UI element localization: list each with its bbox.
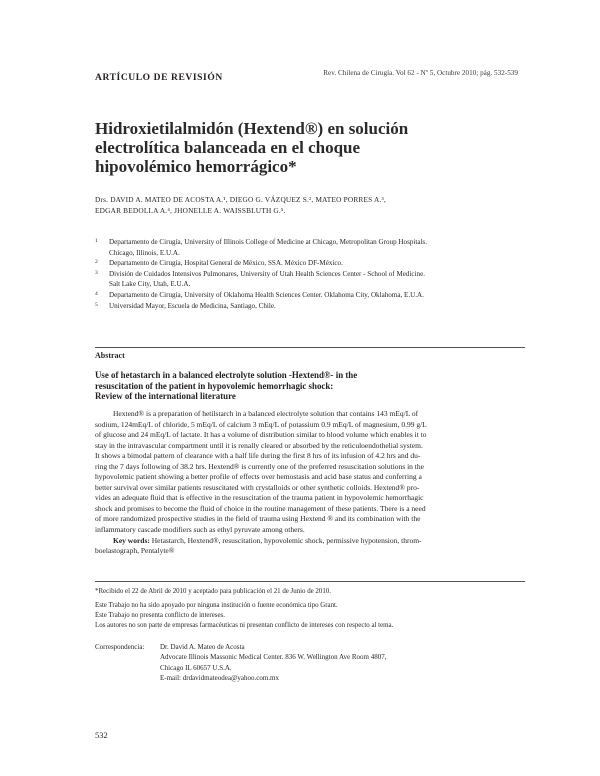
abstract-line: hypovolemic patient showing a better profile of effects over hemostasis and acid base status and conferring a xyxy=(95,472,422,482)
affiliations xyxy=(95,237,535,311)
abstract-line: of glucose and 24 mEq/L of lactate. It has a volume of distribution similar to blood volume which enables it to xyxy=(95,430,427,440)
english-title-line: Review of the international literature xyxy=(95,391,236,402)
english-title-line: resuscitation of the patient in hypovolemic hemorrhagic shock: xyxy=(95,380,334,391)
affiliation-line: Departamento de Cirugía, University of Oklahoma Health Sciences Center. Oklahoma City, Oklahoma, E.U.A. xyxy=(109,290,424,299)
author-list xyxy=(95,194,535,216)
footnote-line: Este Trabajo no presenta conflicto de intereses. xyxy=(95,612,225,619)
abstract-line: sodium, 124mEq/L of chloride, 5 mEq/L of calcium 3 mEq/L of potassium 0.9 mEq/L of magnesium, 0.99 g/L xyxy=(95,419,427,429)
affiliation-number: 2 xyxy=(95,259,98,266)
affiliation-4 xyxy=(95,290,535,301)
affiliation-line: División de Cuidados Intensivos Pulmonares, University of Utah Health Sciences Center - School of Medicine. xyxy=(109,269,426,278)
affiliation-number: 4 xyxy=(95,290,98,297)
abstract-line: vides an adequate fluid that is effective in the resuscitation of the trauma patient in hypovolemic hemorrhagic xyxy=(95,493,424,503)
footnote-line: Este Trabajo no ha sido apoyado por ninguna institución o fuente económica tipo Grant. xyxy=(95,602,338,609)
keywords-line xyxy=(95,536,513,547)
abstract-line: stay in the intravascular compartment until it is renally cleared or absorbed by the reticuloendothelial system. xyxy=(95,440,423,450)
footnotes xyxy=(95,587,525,631)
article-title xyxy=(95,119,455,176)
correspondence-line: Advocate Illinois Massonic Medical Center. 836 W. Wellington Ave Room 4807, xyxy=(160,653,387,662)
correspondence-email[interactable]: E-mail: drdavidmateodea@yahoo.com.mx xyxy=(160,673,279,682)
correspondence xyxy=(95,642,525,687)
abstract-line: It shows a bimodal pattern of clearance with a half life during the first 8 hrs of its infusion of 4.2 hrs and du- xyxy=(95,451,421,461)
affiliation-line: Departamento de Cirugía, Hospital General de México, SSA. México DF-México. xyxy=(109,259,343,268)
divider xyxy=(95,347,525,348)
abstract-line: inflammatory cascade modifiers such as ethyl pyruvate among others. xyxy=(95,525,305,535)
abstract-body xyxy=(95,409,513,557)
keywords-line: boelastograph, Pentalyte® xyxy=(95,546,175,556)
divider xyxy=(95,581,525,582)
received-note: *Recibido el 22 de Abril de 2010 y aceptado para publicación el 21 de Junio de 2010. xyxy=(95,588,331,595)
affiliation-5 xyxy=(95,301,535,312)
keywords-label: Key words: xyxy=(113,535,150,545)
affiliation-2 xyxy=(95,258,535,269)
correspondence-line: Chicago IL 60657 U.S.A. xyxy=(160,663,232,672)
correspondence-line: Dr. David A. Mateo de Acosta xyxy=(160,643,245,651)
abstract-heading: Abstract xyxy=(95,351,125,360)
author-line: Drs. DAVID A. MATEO DE ACOSTA A.¹, DIEGO G. VÁZQUEZ S.², MATEO PORRES A.³, xyxy=(95,195,386,204)
affiliation-1 xyxy=(95,237,535,258)
affiliation-number: 3 xyxy=(95,269,98,276)
page-number: 532 xyxy=(95,730,108,740)
affiliation-line: Departamento de Cirugía, University of Illinois College of Medicine at Chicago, Metropolitan Group Hospitals. xyxy=(109,238,427,246)
english-title-line: Use of hetastarch in a balanced electrolyte solution -Hextend®- in the xyxy=(95,370,358,380)
affiliation-line: Chicago, Illinois, E.U.A. xyxy=(109,248,180,257)
section-label: ARTÍCULO DE REVISIÓN xyxy=(95,73,223,83)
footnote-line: Los autores no son parte de empresas farmacéuticas ni presentan conflicto de intereses con respecto al tema. xyxy=(95,622,394,629)
abstract-line: of more randomized prospective studies in the field of trauma using Hextend ® and its combination with the xyxy=(95,514,421,524)
keywords-text: Hetastarch, Hextend®, resuscitation, hypovolemic shock, permissive hypotension, throm- xyxy=(151,535,422,545)
english-title xyxy=(95,370,495,402)
affiliation-line: Salt Lake City, Utah, E.U.A. xyxy=(109,280,191,289)
correspondence-address xyxy=(160,642,490,683)
affiliation-number: 1 xyxy=(95,238,98,244)
correspondence-label: Correspondencia: xyxy=(95,643,145,651)
abstract-line: Hextend® is a preparation of hetilstarch in a balanced electrolyte solution that contains 143 mEq/L of xyxy=(113,409,419,418)
affiliation-number: 5 xyxy=(95,301,98,308)
abstract-line: shock and promises to become the fluid of choice in the routine management of these patients. There is a need xyxy=(95,503,426,513)
affiliation-line: Universidad Mayor, Escuela de Medicina, Santiago, Chile. xyxy=(109,301,276,310)
abstract-line: better survival over similar patients resuscitated with crystalloids or other synthetic colloids. Hextend® pro- xyxy=(95,482,420,492)
title-line: electrolítica balanceada en el choque xyxy=(95,138,361,157)
author-line: EDGAR BEDOLLA A.⁴, JHONELLE A. WAISSBLUTH G.⁵. xyxy=(95,206,286,215)
title-line: hipovolémico hemorrágico* xyxy=(95,157,297,176)
abstract-line: ring the 7 days following of 38.2 hrs. Hextend® is currently one of the preferred resuscitation solutions in the xyxy=(95,461,424,471)
title-line: Hidroxietilalmidón (Hextend®) en solución xyxy=(95,119,409,138)
affiliation-3 xyxy=(95,269,535,290)
journal-reference: Rev. Chilena de Cirugía. Vol 62 - Nº 5, Octubre 2010; pág. 532-539 xyxy=(323,69,518,77)
